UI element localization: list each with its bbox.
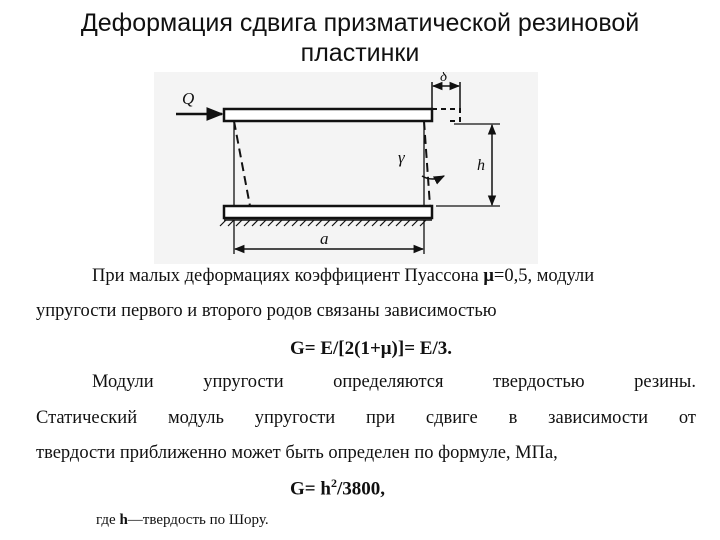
hardness-note: где h—твердость по Шору. [96, 512, 269, 528]
original-plate-outline [432, 109, 460, 121]
paragraph-2-line-2: Статический модуль упругости при сдвиге в зависимости от [36, 408, 696, 428]
formula-hardness: $G= h^2/3800$, [290, 476, 385, 500]
block-left-edge [234, 121, 250, 206]
length-label: a [320, 229, 329, 248]
gamma-label: γ [398, 148, 405, 167]
delta-label: δ [440, 72, 447, 85]
diagram-drawing [154, 72, 538, 264]
block-right-edge [424, 121, 430, 206]
shear-deformation-diagram [154, 72, 538, 264]
force-label: Q [182, 89, 195, 108]
top-plate [224, 109, 432, 121]
title-line-1: Деформация сдвига призматической резиновой [80, 9, 640, 37]
bottom-plate [224, 206, 432, 218]
paragraph-2-line-1: Модули упругости определяются твердостью резины. [92, 372, 696, 392]
paragraph-2-line-3: твердости приближенно может быть определен по формуле, МПа, [36, 443, 558, 463]
gamma-arc [422, 176, 444, 179]
paragraph-1-line-1: При малых деформациях коэффициент Пуассона μ=0,5, модули [92, 266, 595, 286]
ground-hatching [220, 220, 426, 226]
paragraph-1-line-2: упругости первого и второго родов связаны зависимостью [36, 301, 497, 321]
title-line-2: пластинки [300, 39, 420, 67]
formula-shear-modulus: G= E/[2(1+μ)]= E/3. [290, 338, 452, 359]
slide-title [0, 8, 720, 68]
height-label: h [477, 157, 485, 174]
